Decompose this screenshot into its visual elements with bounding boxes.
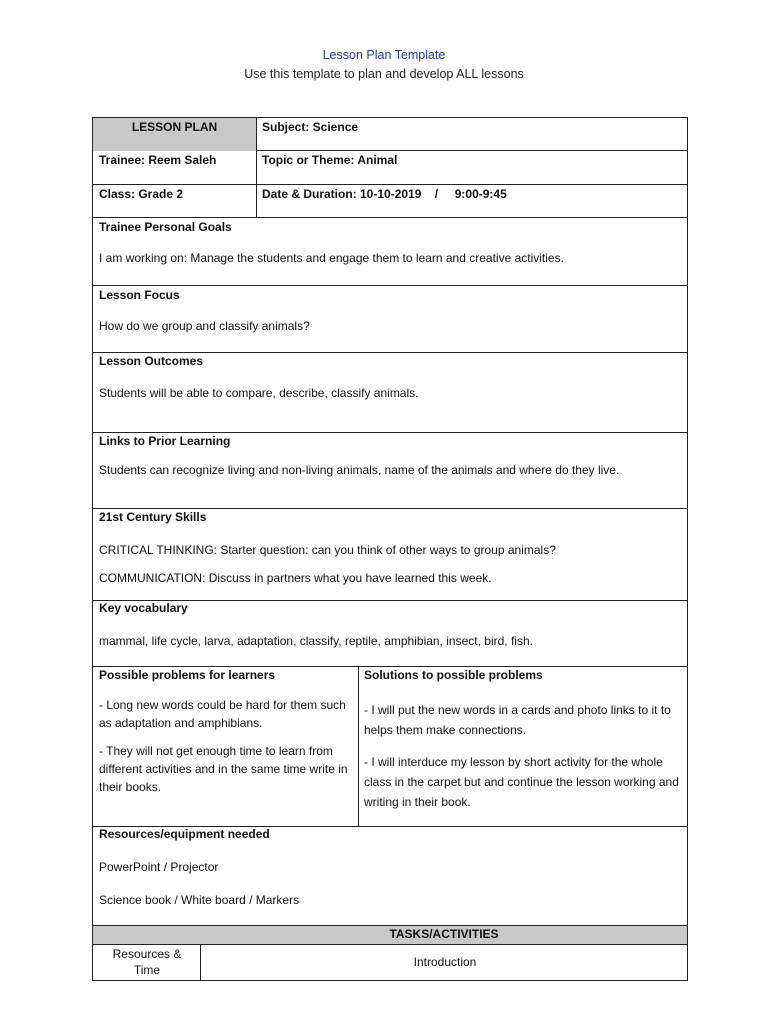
lesson-focus-heading: Lesson Focus (99, 288, 180, 302)
section-lesson-focus (92, 286, 688, 353)
date-duration-field: Date & Duration: 10-10-2019 / 9:00-9:45 (262, 187, 507, 201)
problems-heading: Possible problems for learners (99, 668, 276, 682)
row-class (92, 185, 688, 218)
century-skills-heading: 21st Century Skills (99, 510, 207, 524)
section-lesson-outcomes (92, 353, 688, 433)
tasks-row (92, 945, 688, 981)
key-vocabulary-heading: Key vocabulary (99, 601, 188, 615)
section-personal-goals (92, 218, 688, 286)
lesson-plan-label: LESSON PLAN (131, 120, 218, 134)
row-trainee (92, 151, 688, 185)
section-century-skills (92, 509, 688, 601)
introduction-label: Introduction (413, 955, 477, 969)
prior-learning-heading: Links to Prior Learning (99, 434, 231, 448)
century-skills-critical-thinking: CRITICAL THINKING: Starter question: can you think of other ways to group animals? (99, 543, 556, 557)
solutions-heading: Solutions to possible problems (364, 668, 543, 682)
prior-learning-text: Students can recognize living and non-living animals, name of the animals and where do they live. (99, 463, 620, 477)
resources-time-label: Resources & Time (112, 947, 182, 977)
tasks-activities-label: TASKS/ACTIVITIES (389, 927, 499, 941)
personal-goals-heading: Trainee Personal Goals (99, 220, 232, 234)
document-subtitle: Use this template to plan and develop ALL lessons (244, 67, 524, 81)
solution-item: - I will interduce my lesson by short activity for the whole class in the carpet but and continue the lesson working and writing in their book. (364, 755, 679, 809)
class-field: Class: Grade 2 (99, 187, 184, 201)
subject-field: Subject: Science (262, 120, 359, 134)
problem-item: - They will not get enough time to learn from different activities and in the same time write in their books. (99, 744, 348, 794)
topic-field: Topic or Theme: Animal (262, 153, 398, 167)
tasks-activities-header (92, 926, 688, 945)
resources-heading: Resources/equipment needed (99, 827, 270, 841)
solution-item: - I will put the new words in a cards and photo links to it to helps them make connections. (364, 703, 671, 737)
key-vocabulary-text: mammal, life cycle, larva, adaptation, classify, reptile, amphibian, insect, bird, fish. (99, 634, 533, 648)
resources-line: Science book / White board / Markers (99, 893, 300, 907)
section-prior-learning (92, 433, 688, 509)
row-lesson-plan (92, 117, 688, 151)
lesson-outcomes-text: Students will be able to compare, describe, classify animals. (99, 386, 419, 400)
resources-line: PowerPoint / Projector (99, 860, 219, 874)
section-key-vocabulary (92, 601, 688, 667)
problem-item: - Long new words could be hard for them such as adaptation and amphibians. (99, 698, 346, 730)
section-resources (92, 827, 688, 926)
personal-goals-text: I am working on: Manage the students and engage them to learn and creative activities. (99, 251, 564, 265)
century-skills-communication: COMMUNICATION: Discuss in partners what you have learned this week. (99, 571, 492, 585)
lesson-focus-text: How do we group and classify animals? (99, 319, 310, 333)
lesson-outcomes-heading: Lesson Outcomes (99, 354, 204, 368)
section-problems-solutions (92, 667, 688, 827)
trainee-field: Trainee: Reem Saleh (99, 153, 217, 167)
document-title: Lesson Plan Template (322, 48, 446, 62)
